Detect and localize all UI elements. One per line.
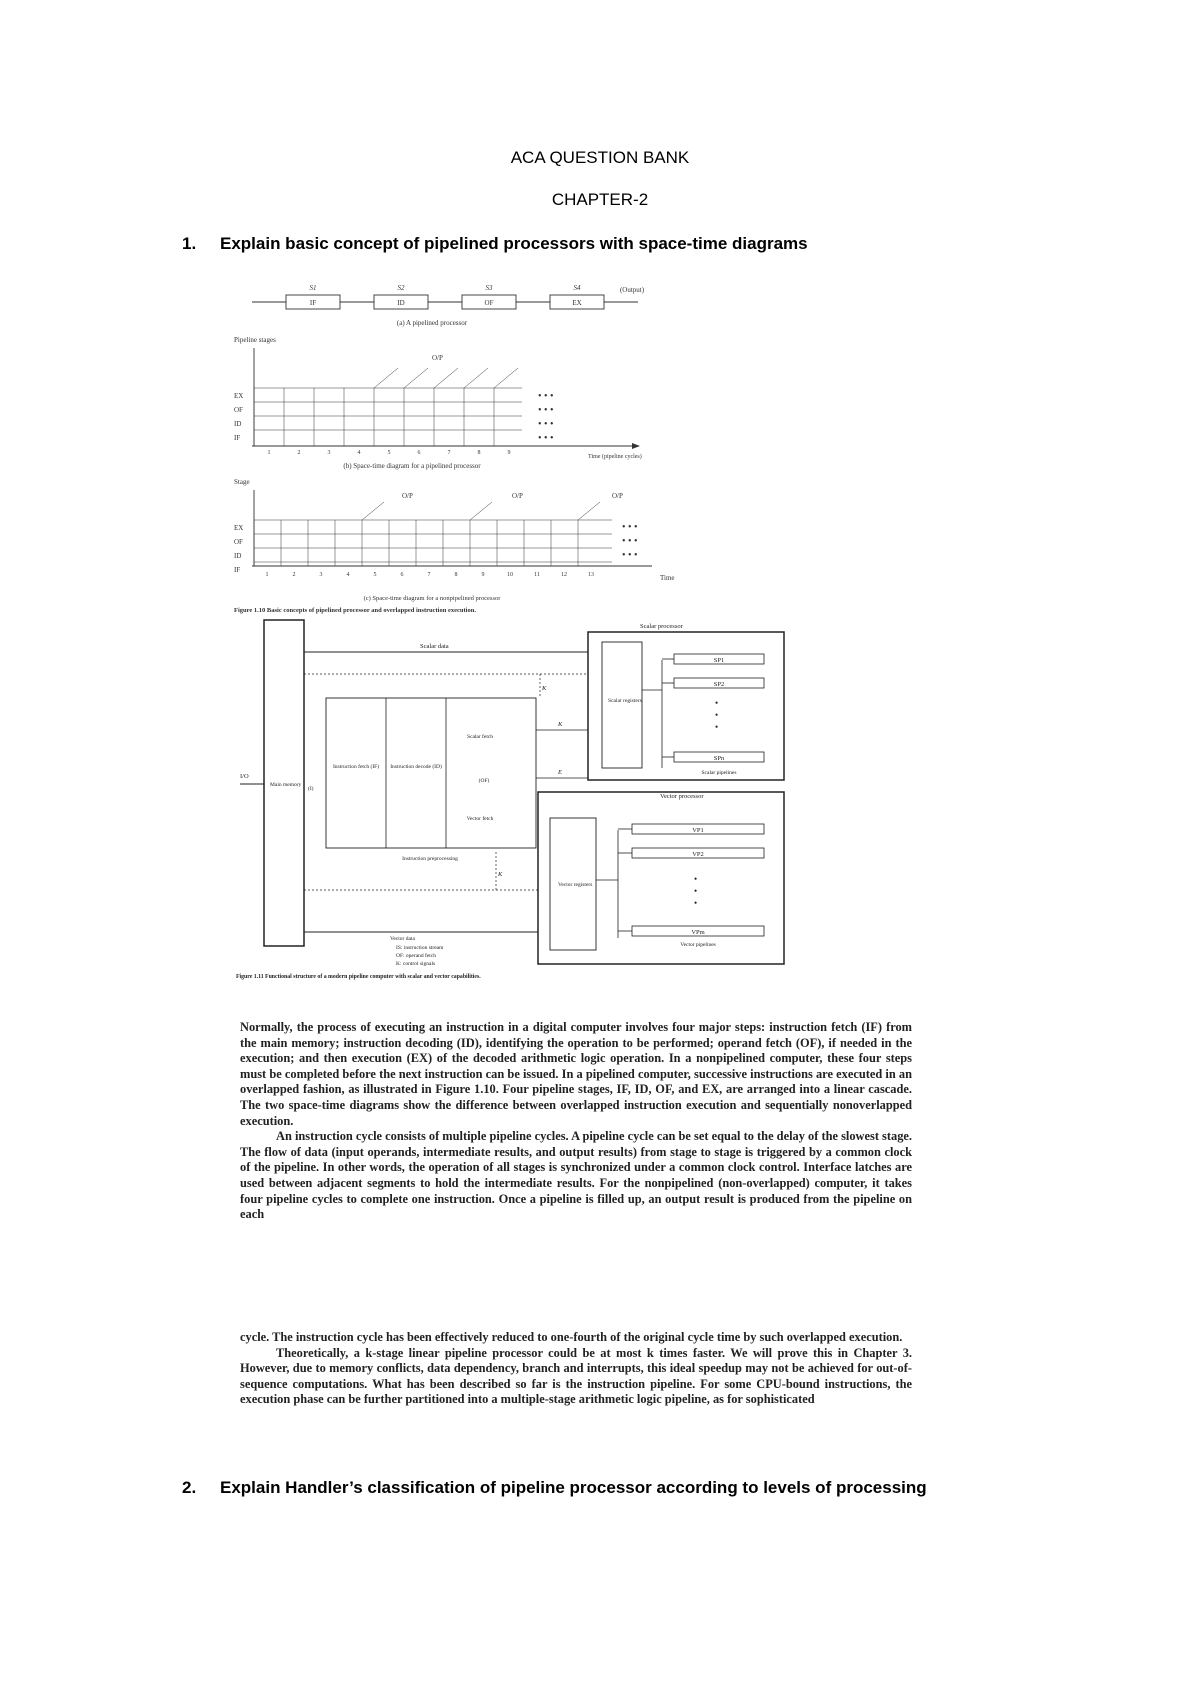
svg-text:•: • — [694, 886, 698, 896]
vector-fetch-label: Vector fetch — [466, 816, 494, 822]
instruction-preprocessing-box — [326, 698, 536, 848]
question-2 — [182, 1478, 927, 1498]
tick-b: 5 — [387, 450, 391, 456]
vector-registers-label: Vector registers — [558, 882, 593, 888]
scalar-data-label: Scalar data — [420, 643, 449, 650]
vector-data-label: Vector data — [390, 936, 415, 942]
scalar-registers-label: Scalar registers — [608, 698, 642, 704]
vector-pipe-2: VP2 — [692, 851, 704, 858]
caption-c: (c) Space-time diagram for a nonpipelined processor — [363, 595, 501, 602]
tick-b: 3 — [327, 450, 331, 456]
paragraph-4: Theoretically, a k-stage linear pipeline processor could be at most k times faster. We will prove this in Chapter 3. However, due to memory conflicts, data dependency, branch and interrupts, this ideal speedup may not be achieved for out-of-sequence computations. What has been described so far is the instruction pipeline. For some CPU-bound instructions, the execution phase can be further partitioned into a multiple-stage arithmetic logic pipeline, as for sophisticated — [240, 1345, 912, 1407]
tick-b: 8 — [477, 450, 481, 456]
is-label: (I) — [308, 786, 314, 792]
tick-c: 5 — [373, 572, 377, 578]
scalar-dots — [715, 698, 718, 732]
tick-c: 6 — [400, 572, 404, 578]
stage-symbol-2: S2 — [397, 284, 405, 292]
paragraph-2: An instruction cycle consists of multiple pipeline cycles. A pipeline cycle can be set equal to the delay of the slowest stage. The flow of data (input operands, intermediate results, and output results) from stage to stage is triggered by a common clock of the pipeline. In other words, the operation of all stages is synchronized under a common clock control. Interface latches are used between adjacent segments to hold the intermediate results. For the nonpipelined (non-overlapped) computer, it takes four pipeline cycles to complete one instruction. Once a pipeline is filled up, an output result is produced from the pipeline on each — [240, 1129, 912, 1222]
svg-text:•: • — [715, 722, 719, 732]
instruction-preprocessing-label: Instruction preprocessing — [402, 856, 458, 862]
scalar-processor-label: Scalar processor — [640, 623, 683, 630]
main-memory-label: Main memory — [270, 782, 302, 788]
scalar-pipelines-label: Scalar pipelines — [701, 770, 737, 776]
op-label-c3: O/P — [612, 492, 623, 500]
e-label: E — [558, 769, 562, 776]
question-text: Explain Handler’s classification of pipeline processor according to levels of processing — [220, 1478, 927, 1497]
vector-processor-label: Vector processor — [660, 793, 704, 800]
row-label-c-of: OF — [234, 538, 243, 546]
tick-b: 1 — [267, 450, 271, 456]
scalar-pipe-n: SPn — [713, 755, 725, 762]
time-label-c: Time — [660, 574, 675, 582]
figure-1-10 — [232, 268, 675, 620]
caption-a: (a) A pipelined processor — [396, 319, 468, 327]
axis-label-c: Stage — [234, 478, 250, 486]
row-label-c-if: IF — [234, 566, 241, 574]
continuation-dots-b — [538, 391, 554, 444]
space-time-nonpipelined — [234, 478, 675, 614]
legend-of: OF: operand fetch — [396, 953, 437, 959]
svg-text:• • •: • • • — [538, 419, 554, 430]
caption-b: (b) Space-time diagram for a pipelined processor — [343, 462, 481, 470]
time-label-b: Time (pipeline cycles) — [588, 454, 642, 460]
tick-c: 2 — [292, 572, 296, 578]
op-label-b: O/P — [432, 354, 443, 362]
scalar-pipe-1: SP1 — [713, 657, 725, 664]
question-text: Explain basic concept of pipelined processors with space-time diagrams — [220, 234, 808, 253]
document-title: ACA QUESTION BANK — [510, 148, 690, 167]
tick-c: 4 — [346, 572, 350, 578]
stage-of-label: OF — [484, 299, 494, 307]
svg-text:•: • — [715, 710, 719, 720]
scalar-pipe-2: SP2 — [713, 681, 725, 688]
tick-b: 7 — [447, 450, 451, 456]
vector-dots — [694, 874, 697, 908]
row-label-of: OF — [234, 406, 243, 414]
figure-1-10-caption: Figure 1.10 Basic concepts of pipelined processor and overlapped instruction execution. — [234, 607, 476, 614]
svg-text:• • •: • • • — [622, 522, 638, 533]
stage-if-label: IF — [309, 299, 317, 307]
tick-c: 12 — [561, 572, 567, 578]
vector-pipe-m: VPm — [691, 929, 705, 936]
paragraph-block-1 — [240, 1020, 912, 1223]
of-label: (OF) — [478, 778, 490, 784]
legend-k: K: control signals — [396, 961, 436, 967]
tick-c: 13 — [588, 572, 594, 578]
vector-pipe-1: VP1 — [692, 827, 704, 834]
svg-text:• • •: • • • — [538, 391, 554, 402]
io-label: I/O — [240, 773, 249, 780]
instruction-fetch-label: Instruction fetch (IF) — [332, 764, 380, 770]
svg-text:• • •: • • • — [622, 550, 638, 561]
output-label: (Output) — [619, 286, 645, 294]
tick-c: 7 — [427, 572, 431, 578]
tick-b: 6 — [417, 450, 421, 456]
svg-text:•: • — [694, 874, 698, 884]
paragraph-3: cycle. The instruction cycle has been effectively reduced to one-fourth of the original cycle time by such overlapped execution. — [240, 1330, 903, 1344]
figure-1-11-caption: Figure 1.11 Functional structure of a modern pipeline computer with scalar and vector capabilities. — [236, 974, 481, 980]
space-time-pipelined — [234, 336, 642, 470]
svg-text:• • •: • • • — [538, 405, 554, 416]
question-number: 1. — [182, 234, 197, 253]
instruction-decode-label: Instruction decode (ID) — [390, 764, 442, 770]
stage-ex-label: EX — [572, 299, 582, 307]
svg-text:•: • — [715, 698, 719, 708]
row-label-if: IF — [234, 434, 241, 442]
figure-1-11 — [236, 620, 840, 980]
stage-symbol-1: S1 — [309, 284, 317, 292]
stage-symbol-3: S3 — [485, 284, 493, 292]
question-1 — [182, 234, 808, 254]
question-number: 2. — [182, 1478, 197, 1497]
paragraph-1: Normally, the process of executing an instruction in a digital computer involves four major steps: instruction fetch (IF) from the main memory; instruction decoding (ID), identifying the operation to be performed; operand fetch (OF), if needed in the execution; and then execution (EX) of the decoded arithmetic logic operation. In a nonpipelined computer, these four steps must be completed before the next instruction can be issued. In a pipelined computer, successive instructions are executed in an overlapped fashion, as illustrated in Figure 1.10. Four pipeline stages, IF, ID, OF, and EX, are arranged into a linear cascade. The two space-time diagrams show the difference between overlapped instruction execution and sequentially nonoverlapped execution. — [240, 1020, 912, 1128]
tick-c: 8 — [454, 572, 458, 578]
tick-b: 2 — [297, 450, 301, 456]
row-label-id: ID — [234, 420, 242, 428]
scalar-registers-box — [602, 642, 642, 768]
continuation-dots-c — [622, 522, 638, 561]
svg-text:• • •: • • • — [622, 536, 638, 547]
row-label-c-id: ID — [234, 552, 242, 560]
k-label-1: K — [542, 685, 547, 692]
stage-symbol-4: S4 — [573, 284, 581, 292]
scalar-fetch-label: Scalar fetch — [466, 734, 494, 740]
tick-c: 3 — [319, 572, 323, 578]
tick-b: 4 — [357, 450, 361, 456]
tick-c: 1 — [265, 572, 269, 578]
tick-c: 9 — [481, 572, 485, 578]
op-label-c1: O/P — [402, 492, 413, 500]
axis-label-b: Pipeline stages — [234, 336, 276, 344]
chapter-heading: CHAPTER-2 — [551, 190, 649, 209]
vector-pipelines-label: Vector pipelines — [680, 942, 716, 948]
tick-c: 11 — [534, 572, 540, 578]
k-label-3: K — [498, 871, 503, 878]
tick-b: 9 — [507, 450, 511, 456]
row-label-c-ex: EX — [234, 524, 244, 532]
paragraph-block-2 — [240, 1330, 912, 1408]
tick-c: 10 — [507, 572, 513, 578]
k-label-2: K — [558, 721, 563, 728]
legend-is: IS: instruction stream — [396, 945, 444, 951]
stage-id-label: ID — [397, 299, 405, 307]
row-label-ex: EX — [234, 392, 244, 400]
op-label-c2: O/P — [512, 492, 523, 500]
svg-text:• • •: • • • — [538, 433, 554, 444]
svg-text:•: • — [694, 898, 698, 908]
